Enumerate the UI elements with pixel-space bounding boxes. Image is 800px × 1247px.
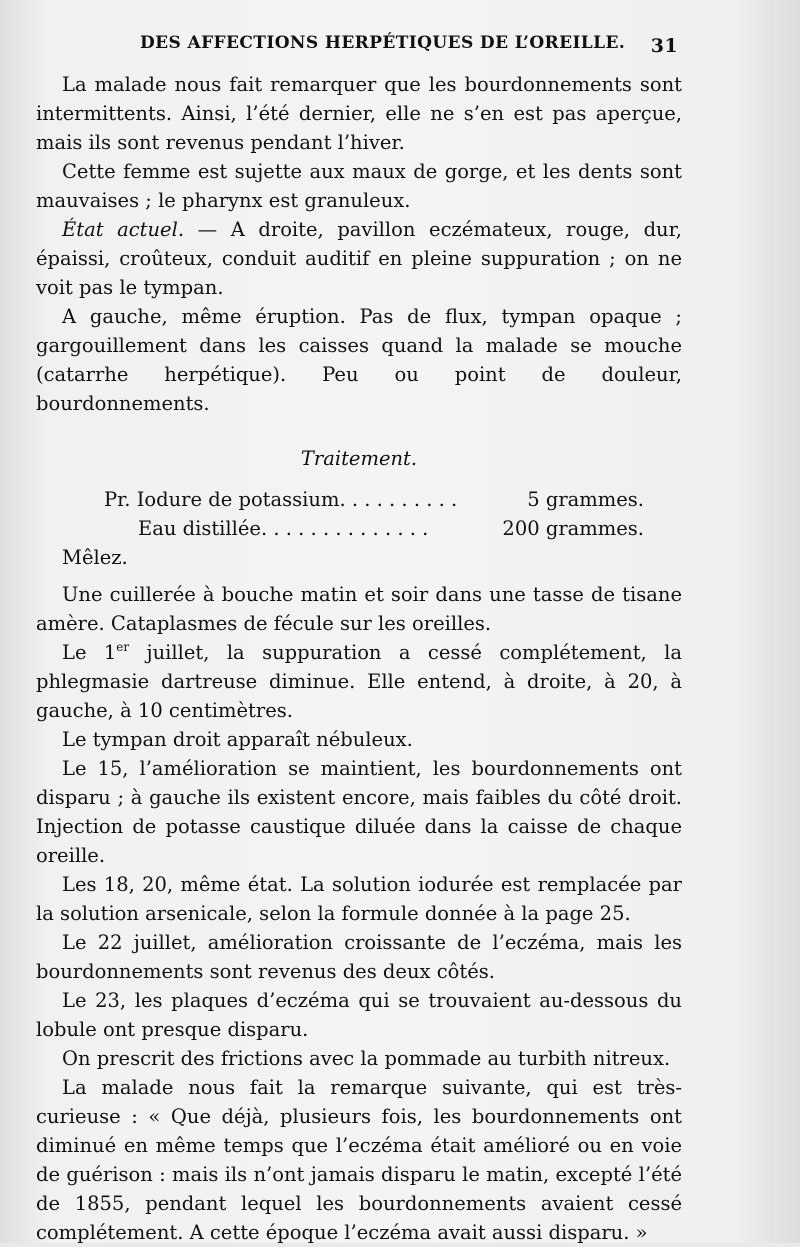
paragraph-bourdonnements: La malade nous fait remarquer que les bourdonnements sont intermittents. Ainsi, l’été dernier, elle ne s’en est pas aperçue, mais ils sont revenus pendant l’hiver. <box>36 73 682 154</box>
page-number: 31 <box>650 35 678 57</box>
juillet-prefix: Le 1 <box>62 641 117 664</box>
paragraph-gauche: A gauche, même éruption. Pas de flux, tympan opaque ; gargouillement dans les caisses quand la malade se mouche (catarrhe herpétique). Peu ou point de douleur, bourdonnements. <box>36 305 682 415</box>
juillet-superscript: er <box>116 640 130 654</box>
paragraph-juillet <box>36 638 682 725</box>
prescription-quantity: 5 grammes. <box>527 488 644 511</box>
paragraph-le-15: Le 15, l’amélioration se maintient, les bourdonnements ont disparu ; à gauche ils existent encore, mais faibles du côté droit. Injection de potasse caustique diluée dans la caisse de chaque oreille. <box>36 757 682 867</box>
prescription-row <box>36 514 682 543</box>
paragraph-gorge: Cette femme est sujette aux maux de gorge, et les dents sont mauvaises ; le pharynx est granuleux. <box>36 160 682 212</box>
etat-actuel-text: — A droite, pavillon eczémateux, rouge, dur, épaissi, croûteux, conduit auditif en pleine suppuration ; on ne voit pas le tympan. <box>36 218 682 299</box>
juillet-text: juillet, la suppuration a cessé complétement, la phlegmasie dartreuse diminue. Elle entend, à droite, à 20, à gauche, à 10 centimètres. <box>36 641 682 722</box>
paragraph-le-22: Le 22 juillet, amélioration croissante de l’eczéma, mais les bourdonnements sont revenus des deux côtés. <box>36 931 682 983</box>
body-text <box>36 70 682 1247</box>
etat-actuel-label: État actuel. <box>62 218 185 241</box>
paragraph-frictions: On prescrit des frictions avec la pommade au turbith nitreux. <box>62 1047 671 1070</box>
paragraph-les-18: Les 18, 20, même état. La solution iodurée est remplacée par la solution arsenicale, selon la formule donnée à la page 25. <box>36 873 682 925</box>
paragraph-etat-actuel <box>36 215 682 302</box>
prescription-row <box>36 485 682 514</box>
paragraph-cuilleree: Une cuillerée à bouche matin et soir dans une tasse de tisane amère. Cataplasmes de fécule sur les oreilles. <box>36 583 682 635</box>
running-header <box>118 33 678 57</box>
prescription-ingredient: Pr. Iodure de potassium. . . . . . . . . . <box>104 488 458 511</box>
paragraph-melez: Mêlez. <box>62 546 128 569</box>
prescription-quantity: 200 grammes. <box>502 517 644 540</box>
section-title-traitement: Traitement. <box>300 447 418 470</box>
paragraph-remarque: La malade nous fait la remarque suivante, qui est très-curieuse : « Que déjà, plusieurs fois, les bourdonnements ont diminué en même temps que l’eczéma était amélioré ou en voie de guérison : mais ils n’ont jamais disparu le matin, excepté l’été de 1855, pendant lequel les bourdonnements avaient cessé complétement. A cette époque l’eczéma avait aussi disparu. » <box>36 1076 682 1244</box>
running-title: DES AFFECTIONS HERPÉTIQUES DE L’OREILLE. <box>140 33 626 53</box>
paragraph-le-23: Le 23, les plaques d’eczéma qui se trouvaient au-dessous du lobule ont presque disparu. <box>36 989 682 1041</box>
prescription-block <box>36 485 682 543</box>
prescription-ingredient: Eau distillée. . . . . . . . . . . . . . <box>138 517 429 540</box>
paragraph-tympan: Le tympan droit apparaît nébuleux. <box>62 728 413 751</box>
